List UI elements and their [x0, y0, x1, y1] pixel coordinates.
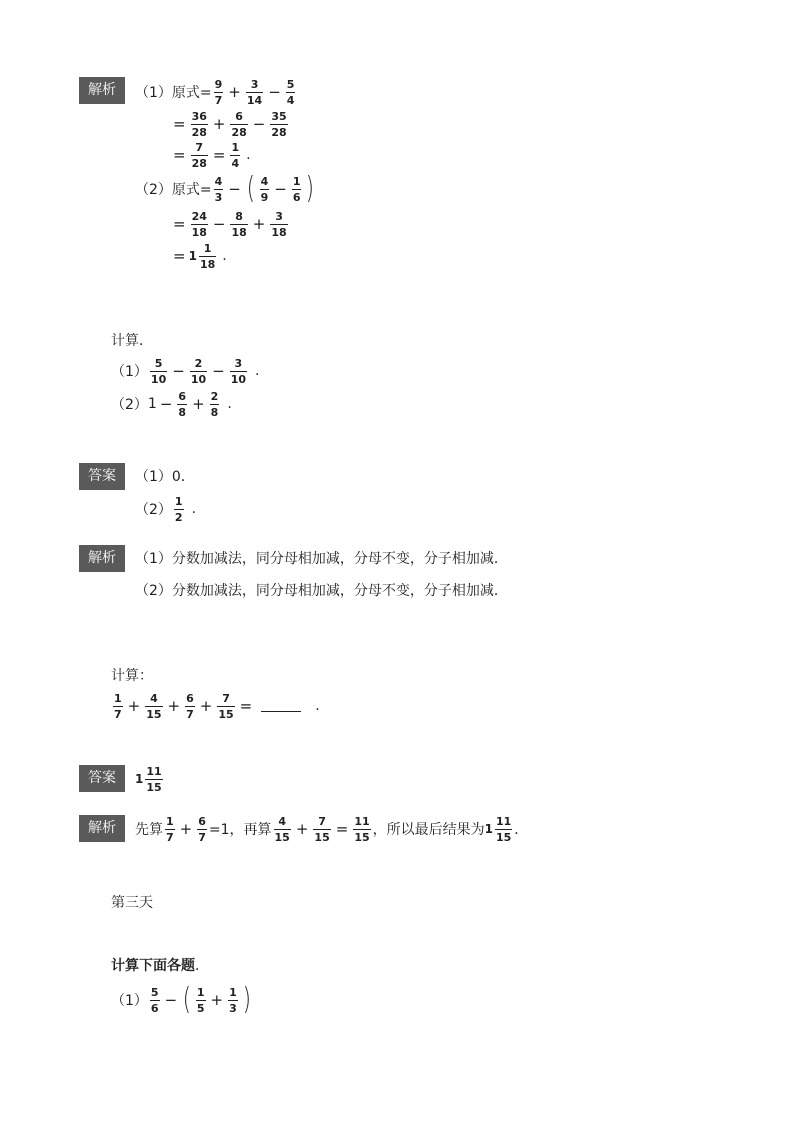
fraction: 1 6	[292, 174, 301, 204]
fraction: 1 5	[196, 985, 205, 1015]
analysis-label: 解析	[79, 545, 125, 572]
fraction: 7 28	[191, 140, 207, 170]
period: .	[227, 396, 232, 412]
fraction: 8 18	[231, 209, 247, 239]
answer-item-2	[135, 493, 196, 525]
item-number: （2）	[111, 397, 148, 413]
solution-line-5: = 24 18 − 8 18 + 3 18	[173, 209, 287, 239]
line-prefix: （1）原式=	[135, 85, 212, 101]
fraction: 2 10	[190, 356, 207, 386]
fraction: 4 15	[146, 691, 162, 721]
fraction: 1 3	[229, 985, 237, 1015]
fraction: 6 7	[198, 814, 206, 844]
title-text: 计算下面各题	[111, 958, 195, 974]
fraction: 6 28	[231, 109, 247, 139]
fraction: 9 7	[214, 77, 223, 107]
question-expression: 1 7 + 4 15 + 6 7 + 7 15 = .	[114, 691, 320, 721]
fraction: 4 9	[260, 174, 269, 204]
analysis-label: 解析	[79, 815, 125, 842]
question-title	[111, 955, 209, 975]
fraction: 7 15	[314, 814, 330, 844]
fraction: 6 8	[178, 389, 187, 419]
question-title: 计算：	[111, 668, 153, 684]
mixed-integer: 1	[135, 772, 144, 786]
text: ，所以最后结果为	[372, 822, 485, 838]
analysis-label: 解析	[79, 77, 125, 104]
fraction: 1 4	[231, 140, 240, 170]
analysis-line-2: （2）分数加减法，同分母相加减，分母不变，分子相加减．	[135, 583, 508, 599]
analysis-line: 先算 1 7 + 6 7 =1，再算 4 15 + 7 15 = 11 15 ，所以最后结果为 1 11 15 ．	[135, 814, 529, 844]
fraction: 3 18	[271, 209, 287, 239]
answer-label: 答案	[79, 463, 125, 490]
fraction: 24 18	[191, 209, 207, 239]
text: =1，再算	[208, 822, 272, 838]
solution-line-2: = 36 28 + 6 28 − 35 28	[173, 109, 287, 139]
fraction: 5 10	[150, 356, 167, 386]
item-number: （1）	[111, 993, 148, 1009]
solution-line-1: （1）原式= 9 7 + 3 14 − 5 4	[135, 77, 295, 107]
fraction: 36 28	[191, 109, 207, 139]
mixed-integer: 1	[484, 822, 493, 836]
period: .	[246, 147, 251, 163]
fraction: 2 8	[210, 389, 219, 419]
analysis-line-1: （1）分数加减法，同分母相加减，分母不变，分子相加减．	[135, 551, 508, 567]
question-item-2: （2） 1 − 6 8 + 2 8 .	[111, 389, 232, 419]
period: ．	[195, 958, 209, 974]
fraction: 11 15	[495, 814, 512, 844]
fraction: 1 7	[166, 814, 174, 844]
number: 1	[147, 396, 157, 412]
solution-line-6: = 1 1 18 .	[173, 241, 227, 271]
answer-blank	[261, 701, 301, 712]
fraction: 11 15	[146, 764, 162, 794]
fraction: 35 28	[271, 109, 287, 139]
period: .	[222, 248, 227, 264]
answer-value	[135, 763, 165, 795]
fraction: 5 4	[286, 77, 295, 107]
question-item-1: （1） 5 10 − 2 10 − 3 10 .	[111, 356, 260, 386]
question-title: 计算．	[111, 333, 153, 349]
fraction: 11 15	[354, 814, 370, 844]
period: .	[255, 363, 260, 379]
fraction: 4 3	[214, 174, 223, 204]
text: 先算	[135, 822, 163, 838]
fraction: 1 7	[114, 691, 122, 721]
fraction: 7 15	[218, 691, 234, 721]
line-prefix: （2）原式=	[135, 182, 212, 198]
answer-label: 答案	[79, 765, 125, 792]
fraction: 3 14	[246, 77, 263, 107]
day-heading: 第三天	[111, 895, 153, 911]
answer-item-1: （1）0．	[135, 469, 195, 485]
fraction: 5 6	[150, 985, 159, 1015]
period: .	[191, 501, 197, 517]
solution-line-4: （2）原式= 4 3 − ( 4 9 − 1 6 )	[135, 171, 315, 206]
item-number: （2）	[135, 502, 172, 518]
solution-line-3: = 7 28 = 1 4 .	[173, 140, 251, 170]
item-number: （1）	[111, 364, 148, 380]
question-item-1: （1） 5 6 − ( 1 5 + 1 3 )	[111, 982, 251, 1017]
fraction: 1 2	[174, 494, 183, 524]
fraction: 1 18	[199, 241, 216, 271]
period: .	[315, 698, 320, 714]
fraction: 3 10	[230, 356, 247, 386]
fraction: 4 15	[274, 814, 290, 844]
text: ．	[514, 822, 529, 838]
fraction: 6 7	[186, 691, 194, 721]
